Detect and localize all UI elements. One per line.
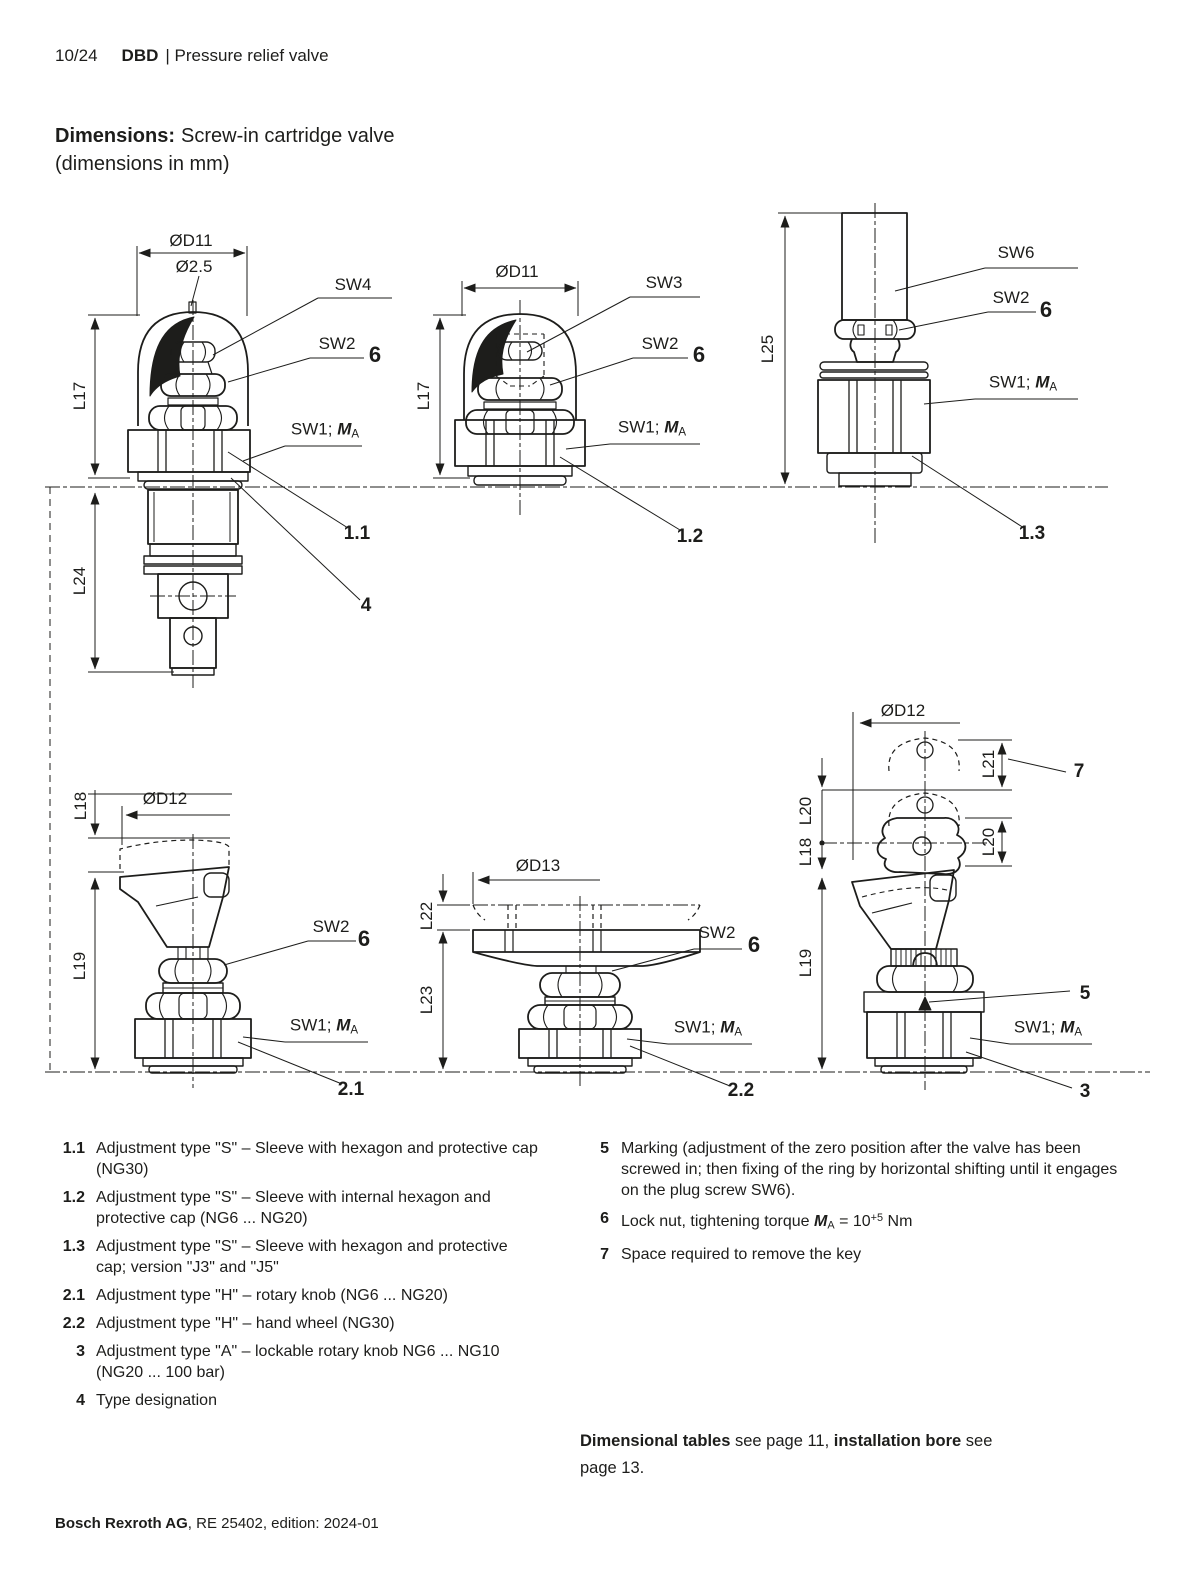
dim-label-sw3: SW3 bbox=[645, 273, 683, 292]
callout-6-fig11: 6 bbox=[368, 342, 382, 367]
fig-number-1-2: 1.2 bbox=[676, 526, 704, 547]
page-footer: Bosch Rexroth AG, RE 25402, edition: 2024-01 bbox=[55, 1515, 379, 1532]
dim-label-l22: L22 bbox=[417, 901, 436, 931]
dim-label-l19-fig3: L19 bbox=[796, 948, 815, 978]
callout-5: 5 bbox=[1079, 983, 1091, 1004]
dim-label-sw1-fig22: SW1; $M_A$ bbox=[673, 1017, 743, 1039]
fig-2-2-drawing bbox=[473, 905, 700, 1073]
callout-4: 4 bbox=[360, 595, 372, 616]
dim-label-sw6: SW6 bbox=[997, 243, 1035, 262]
dim-label-l20-right: L20 bbox=[979, 827, 998, 857]
page-header bbox=[55, 46, 329, 66]
dim-label-sw1-fig3: SW1; $M_A$ bbox=[1013, 1017, 1083, 1039]
fig-2-1-drawing bbox=[120, 840, 251, 1073]
dim-label-l24: L24 bbox=[70, 566, 89, 596]
dimension-lines bbox=[95, 216, 1002, 1069]
fig-1-2-drawing bbox=[455, 314, 585, 485]
fig-number-2-2: 2.2 bbox=[727, 1080, 755, 1101]
dim-label-sw1-fig11: SW1; $M_A$ bbox=[290, 419, 360, 441]
title-units: (dimensions in mm) bbox=[55, 153, 230, 175]
legend-item-6: 6 Lock nut, tightening torque $M_A = 10^{+5}$ Nm bbox=[600, 1210, 913, 1232]
page-number: 10/24 bbox=[55, 46, 98, 65]
extension-lines bbox=[88, 213, 1012, 930]
dim-label-od11-fig12: ØD11 bbox=[495, 262, 539, 281]
dim-label-l18-fig21: L18 bbox=[71, 791, 90, 821]
legend-item-5: 5 Marking (adjustment of the zero position after the valve has been screwed in; then fixing of the ring by horizontal shifting until it engages on the plug screw SW6). bbox=[600, 1140, 1118, 1199]
dim-label-l23: L23 bbox=[417, 985, 436, 1015]
dim-label-od12-fig3: ØD12 bbox=[880, 701, 926, 720]
dim-label-l18-fig3: L18 bbox=[796, 837, 815, 867]
dim-label-od11-fig11: ØD11 bbox=[169, 231, 213, 250]
dim-label-sw2-fig12: SW2 bbox=[641, 334, 679, 353]
dim-label-sw1-fig12: SW1; $M_A$ bbox=[617, 417, 687, 439]
title-rest: Screw-in cartridge valve bbox=[181, 125, 395, 147]
dim-label-l21: L21 bbox=[979, 749, 998, 779]
dim-label-l20-left: L20 bbox=[796, 796, 815, 826]
legend-item-4: 4 Type designation bbox=[76, 1392, 217, 1409]
legend-item-2-2: 2.2 Adjustment type "H" – hand wheel (NG30) bbox=[62, 1315, 395, 1332]
dim-label-l25: L25 bbox=[758, 334, 777, 364]
cross-reference-note: Dimensional tables see page 11, installation bore see page 13. bbox=[580, 1432, 993, 1477]
fig-number-2-1: 2.1 bbox=[337, 1079, 365, 1100]
dim-label-sw2-fig11: SW2 bbox=[318, 334, 356, 353]
dim-label-l17-fig11: L17 bbox=[70, 381, 89, 411]
dim-label-sw2-fig22: SW2 bbox=[698, 923, 736, 942]
legend-item-1-2: 1.2 Adjustment type "S" – Sleeve with internal hexagon and protective cap (NG6 ... NG20) bbox=[62, 1189, 491, 1227]
dim-label-od12-fig21: ØD12 bbox=[142, 789, 188, 808]
legend-left-column bbox=[55, 1138, 540, 1418]
fig-1-3-drawing bbox=[818, 213, 930, 486]
dim-label-sw2-fig13: SW2 bbox=[992, 288, 1030, 307]
callout-6-fig13: 6 bbox=[1039, 297, 1053, 322]
legend-item-7: 7 Space required to remove the key bbox=[600, 1245, 862, 1263]
legend-item-2-1: 2.1 Adjustment type "H" – rotary knob (NG6 ... NG20) bbox=[62, 1287, 448, 1304]
callout-6-fig12: 6 bbox=[692, 342, 706, 367]
dim-label-sw1-fig13: SW1; $M_A$ bbox=[988, 372, 1058, 394]
leader-lines bbox=[191, 268, 1092, 1088]
title-bold: Dimensions: bbox=[55, 125, 176, 147]
fig-3-drawing bbox=[852, 738, 984, 1073]
fig-1-1-drawing bbox=[128, 302, 250, 675]
product-code: DBD bbox=[121, 46, 159, 65]
dim-label-o25: Ø2.5 bbox=[175, 257, 213, 276]
legend-item-1-1: 1.1 Adjustment type "S" – Sleeve with hexagon and protective cap (NG30) bbox=[62, 1140, 538, 1178]
callout-7: 7 bbox=[1073, 761, 1085, 782]
section-title bbox=[55, 122, 575, 178]
dim-label-sw2-fig21: SW2 bbox=[312, 917, 350, 936]
dim-label-sw4: SW4 bbox=[334, 275, 372, 294]
product-title: | Pressure relief valve bbox=[165, 46, 329, 65]
fig-number-3: 3 bbox=[1079, 1081, 1091, 1102]
callout-6-fig21: 6 bbox=[357, 926, 371, 951]
legend-item-1-3: 1.3 Adjustment type "S" – Sleeve with hexagon and protective cap; version "J3" and "J5" bbox=[62, 1238, 508, 1276]
dim-label-od13: ØD13 bbox=[515, 856, 561, 875]
dim-label-sw1-fig21: SW1; $M_A$ bbox=[289, 1015, 359, 1037]
fig-number-1-1: 1.1 bbox=[343, 523, 371, 544]
dim-label-l17-fig12: L17 bbox=[414, 381, 433, 411]
legend-item-3: 3 Adjustment type "A" – lockable rotary knob NG6 ... NG10 (NG20 ... 100 bar) bbox=[76, 1343, 500, 1381]
fig-number-1-3: 1.3 bbox=[1018, 523, 1046, 544]
legend-right-column bbox=[595, 1138, 1125, 1272]
centerlines bbox=[45, 203, 1150, 1090]
callout-6-fig22: 6 bbox=[747, 932, 761, 957]
dim-label-l19-fig21: L19 bbox=[70, 951, 89, 981]
